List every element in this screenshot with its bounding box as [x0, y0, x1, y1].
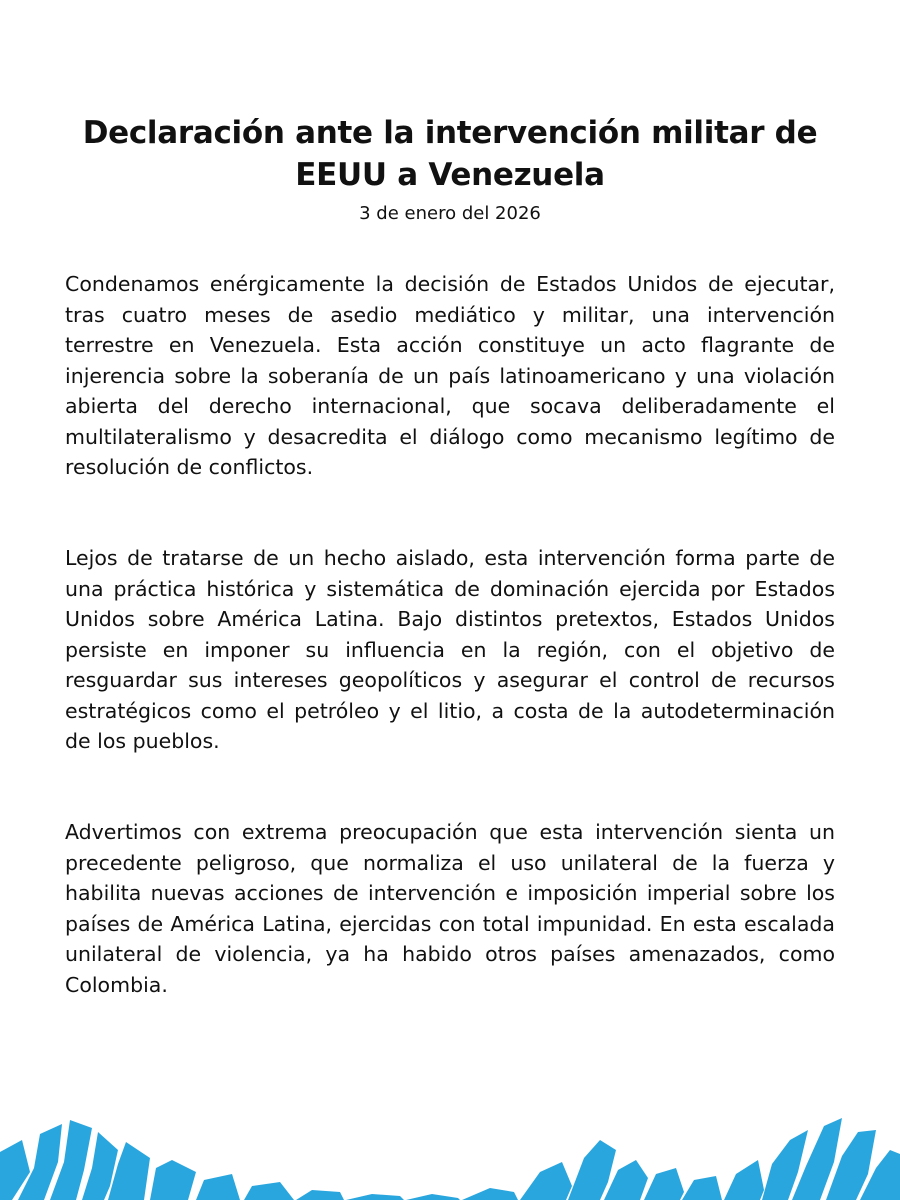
decorative-shard-12 — [462, 1188, 518, 1200]
decorative-mountain-banner — [0, 1110, 900, 1200]
paragraph-1: Condenamos enérgicamente la decisión de Estados Unidos de ejecutar, tras cuatro meses de asedio mediático y militar, una intervención terrestre en Venezuela. Esta acción constituye un acto flagrante de injerencia sobre la soberanía de un país latinoamericano y una violación abierta del derecho internacional, que socava deliberadamente el multilateralismo y desacredita el diálogo como mecanismo legítimo de resolución de conflictos. — [65, 272, 835, 479]
decorative-shard-8 — [244, 1182, 294, 1200]
decorative-shard-6 — [150, 1160, 196, 1200]
decorative-shard-16 — [644, 1168, 684, 1200]
decorative-shard-10 — [346, 1194, 404, 1200]
decorative-shard-18 — [724, 1160, 764, 1200]
decorative-shard-13 — [520, 1162, 572, 1200]
document-date: 3 de enero del 2026 — [359, 203, 541, 224]
decorative-shard-7 — [196, 1174, 240, 1200]
document-title: Declaración ante la intervención militar de EEUU a Venezuela — [82, 115, 818, 193]
paragraph-3: Advertimos con extrema preocupación que esta intervención sienta un precedente peligroso, que normaliza el uso unilateral de la fuerza y habilita nuevas acciones de intervención e imposición imperial sobre los países de América Latina, ejercidas con total impunidad. En esta escalada unilateral de violencia, ya ha habido otros países amenazados, como Colombia. — [65, 820, 835, 997]
paragraph-2: Lejos de tratarse de un hecho aislado, esta intervención forma parte de una práctica histórica y sistemática de dominación ejercida por Estados Unidos sobre América Latina. Bajo distintos pretextos, Estados Unidos persiste en imponer su influencia en la región, con el objetivo de resguardar sus intereses geopolíticos y asegurar el control de recursos estratégicos como el petróleo y el litio, a costa de la autodeterminación de los pueblos. — [65, 546, 835, 753]
decorative-shard-17 — [682, 1176, 722, 1200]
decorative-shard-11 — [406, 1194, 460, 1200]
decorative-shards — [0, 1118, 900, 1200]
decorative-shard-9 — [296, 1190, 344, 1200]
